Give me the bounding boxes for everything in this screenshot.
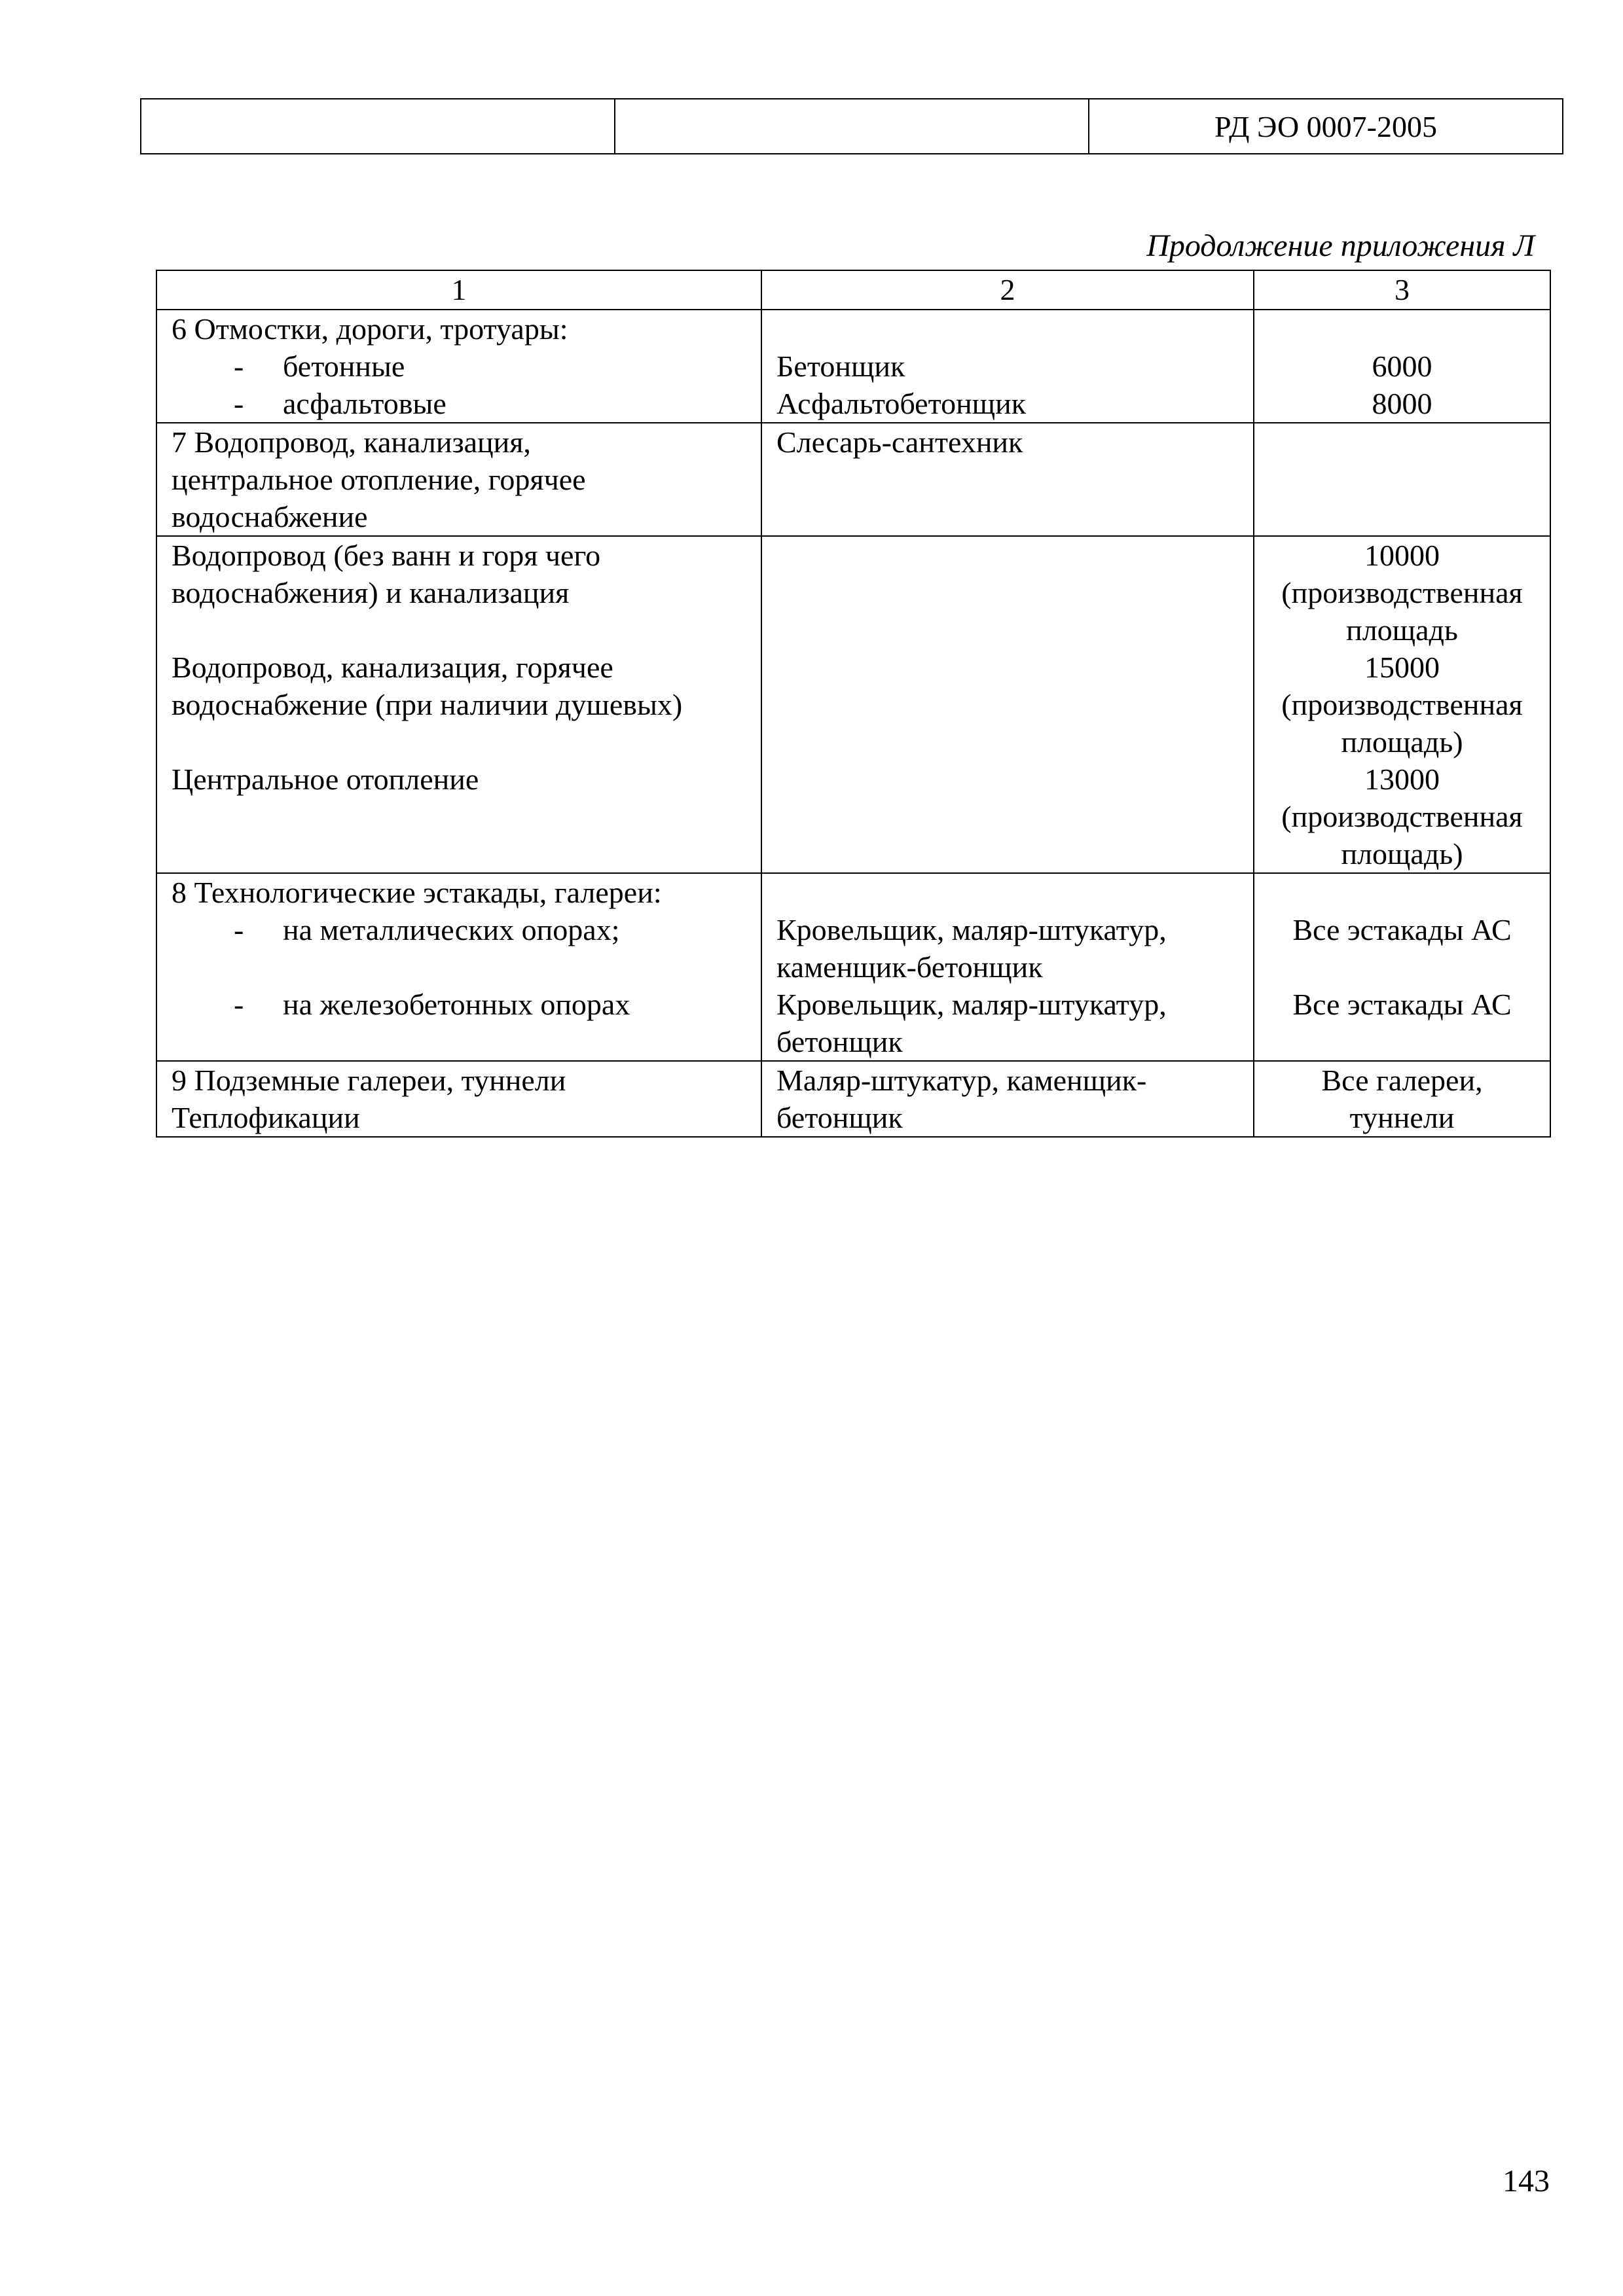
row-description: 7 Водопровод, канализация, центральное отопление, горячее водоснабжение — [156, 423, 761, 536]
column-number: 2 — [761, 270, 1254, 310]
row-description — [156, 873, 761, 1061]
header-cell-1 — [141, 99, 615, 154]
list-item: - на железобетонных опорах — [234, 988, 630, 1021]
list-item: - на металлических опорах; — [234, 913, 620, 946]
row-profession: Кровельщик, маляр-штукатур, каменщик-бетонщик Кровельщик, маляр-штукатур, бетонщик — [761, 873, 1254, 1061]
table-row — [156, 1061, 1550, 1137]
row-profession — [761, 536, 1254, 873]
column-number: 1 — [156, 270, 761, 310]
document-header — [140, 98, 1563, 154]
row-title: 8 Технологические эстакады, галереи: — [172, 876, 662, 909]
row-description: 9 Подземные галереи, туннели Теплофикации — [156, 1061, 761, 1137]
row-profession: Бетонщик Асфальтобетонщик — [761, 310, 1254, 423]
row-description: Водопровод (без ванн и горя чего водоснабжения) и канализация Водопровод, канализация, горячее водоснабжение (при наличии душевых) Центральное отопление — [156, 536, 761, 873]
table-row — [156, 310, 1550, 423]
row-profession: Маляр-штукатур, каменщик- бетонщик — [761, 1061, 1254, 1137]
page-number: 143 — [1503, 2164, 1550, 2198]
row-norm: 6000 8000 — [1254, 310, 1550, 423]
list-item: - бетонные — [234, 350, 405, 383]
header-cell-2 — [615, 99, 1089, 154]
appendix-table — [156, 270, 1551, 1138]
row-title: 6 Отмостки, дороги, тротуары: — [172, 312, 568, 346]
header-document-code: РД ЭО 0007-2005 — [1089, 99, 1563, 154]
table-row — [156, 536, 1550, 873]
row-profession: Слесарь-сантехник — [761, 423, 1254, 536]
row-norm — [1254, 423, 1550, 536]
column-number-row — [156, 270, 1550, 310]
row-norm: Все эстакады АС Все эстакады АС — [1254, 873, 1550, 1061]
continuation-label: Продолжение приложения Л — [1146, 228, 1535, 263]
column-number: 3 — [1254, 270, 1550, 310]
row-description — [156, 310, 761, 423]
row-norm: 10000 (производственная площадь 15000 (производственная площадь) 13000 (производственная площадь) — [1254, 536, 1550, 873]
table-row — [156, 873, 1550, 1061]
table-row — [156, 423, 1550, 536]
list-item: - асфальтовые — [234, 387, 447, 420]
row-norm: Все галереи, туннели — [1254, 1061, 1550, 1137]
